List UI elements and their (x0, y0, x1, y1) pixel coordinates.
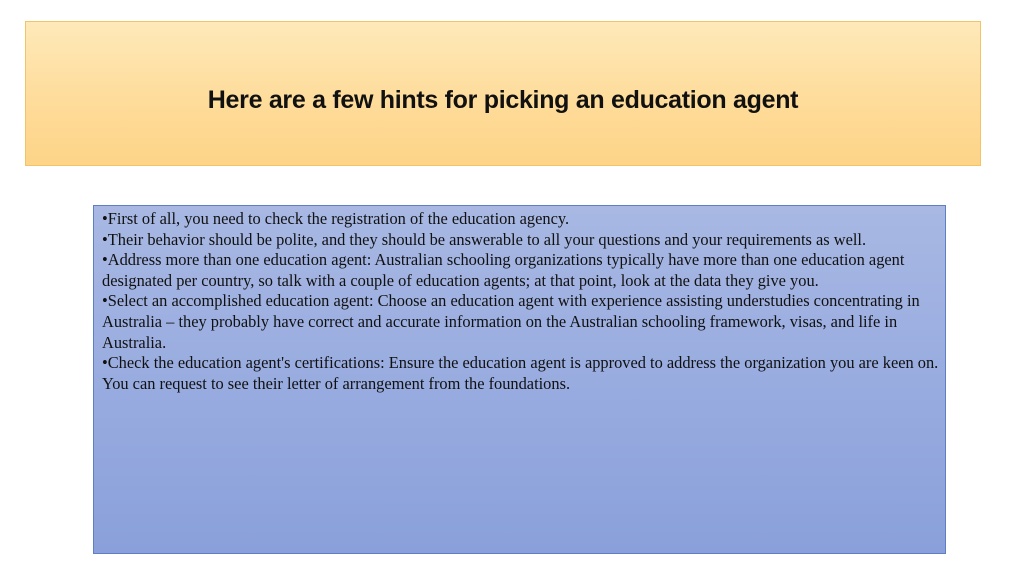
content-box (93, 205, 946, 554)
bullet-item: •Address more than one education agent: Australian schooling organizations typically have more than one education agent designated per country, so talk with a couple of education agents; at that point, look at the data they give you. (102, 250, 905, 290)
bullet-item: •Check the education agent's certifications: Ensure the education agent is approved to address the organization you are keen on. You can request to see their letter of arrangement from the foundations. (102, 353, 939, 393)
bullet-item: •Select an accomplished education agent: Choose an education agent with experience assisting understudies concentrating in Australia – they probably have correct and accurate information on the Australian schooling framework, visas, and life in Australia. (102, 291, 920, 352)
slide-title: Here are a few hints for picking an education agent (207, 86, 799, 114)
bullet-item: •First of all, you need to check the registration of the education agency. (102, 209, 570, 228)
title-box (25, 21, 981, 166)
bullet-item: •Their behavior should be polite, and they should be answerable to all your questions and your requirements as well. (102, 229, 867, 249)
